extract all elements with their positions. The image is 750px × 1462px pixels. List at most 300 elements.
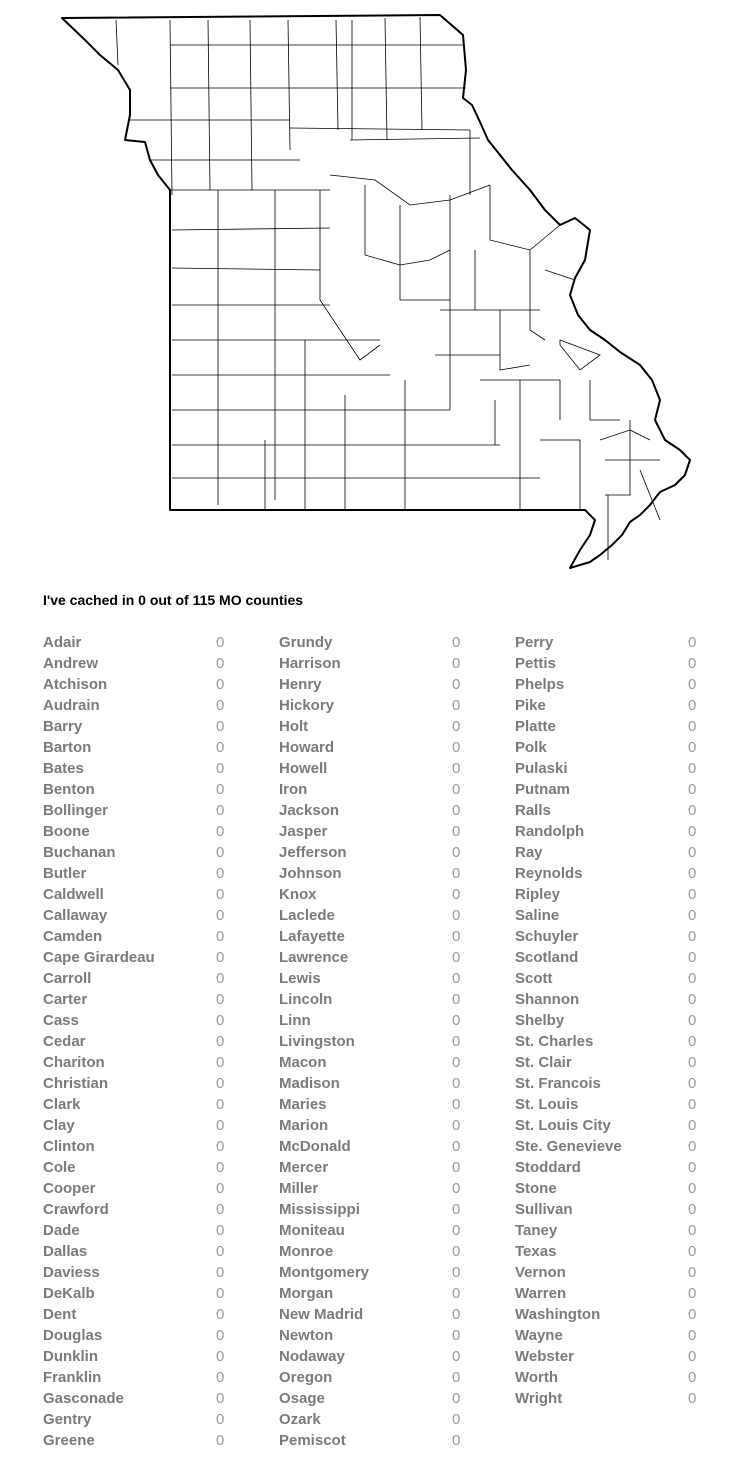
county-row	[515, 1220, 705, 1241]
county-name: Franklin	[43, 1369, 102, 1386]
county-count: 0	[216, 823, 225, 840]
county-count: 0	[216, 1285, 225, 1302]
county-count: 0	[452, 781, 461, 798]
county-name: Reynolds	[515, 865, 583, 882]
county-count: 0	[216, 760, 225, 777]
county-count: 0	[452, 907, 461, 924]
county-count: 0	[452, 928, 461, 945]
county-count: 0	[216, 1432, 225, 1449]
county-name: Grundy	[279, 634, 333, 651]
county-row	[43, 1388, 233, 1409]
county-name: Ray	[515, 844, 543, 861]
county-name: Vernon	[515, 1264, 566, 1281]
county-name: Ripley	[515, 886, 561, 903]
county-count: 0	[452, 1369, 461, 1386]
county-row	[279, 821, 469, 842]
county-row	[279, 1220, 469, 1241]
county-count: 0	[688, 823, 697, 840]
county-count: 0	[688, 1033, 697, 1050]
county-name: Pettis	[515, 655, 556, 672]
county-row	[279, 989, 469, 1010]
county-count: 0	[688, 886, 697, 903]
county-count: 0	[688, 907, 697, 924]
county-count: 0	[216, 1306, 225, 1323]
county-count: 0	[216, 1201, 225, 1218]
county-row	[279, 632, 469, 653]
county-name: Oregon	[279, 1369, 333, 1386]
county-name: Monroe	[279, 1243, 334, 1260]
county-row	[279, 1241, 469, 1262]
county-row	[515, 821, 705, 842]
county-row	[515, 1325, 705, 1346]
county-name: Andrew	[43, 655, 99, 672]
county-count: 0	[452, 1348, 461, 1365]
county-row	[515, 1241, 705, 1262]
county-row	[515, 1304, 705, 1325]
county-row	[515, 1052, 705, 1073]
county-row	[515, 989, 705, 1010]
county-row	[43, 1031, 233, 1052]
county-name: Buchanan	[43, 844, 116, 861]
county-row	[515, 800, 705, 821]
county-name: Miller	[279, 1180, 319, 1197]
county-count: 0	[688, 1348, 697, 1365]
county-row	[279, 1010, 469, 1031]
county-row	[43, 800, 233, 821]
county-name: Mississippi	[279, 1201, 360, 1218]
county-count: 0	[452, 718, 461, 735]
county-name: Knox	[279, 886, 317, 903]
county-name: Clark	[43, 1096, 81, 1113]
county-row	[515, 674, 705, 695]
county-count: 0	[452, 676, 461, 693]
county-row	[279, 1388, 469, 1409]
county-row	[515, 1010, 705, 1031]
county-count: 0	[688, 718, 697, 735]
county-count: 0	[688, 949, 697, 966]
county-count: 0	[216, 949, 225, 966]
county-count: 0	[216, 1369, 225, 1386]
county-count: 0	[216, 1411, 225, 1428]
county-count: 0	[216, 676, 225, 693]
county-name: Taney	[515, 1222, 558, 1239]
county-count: 0	[688, 1159, 697, 1176]
county-row	[279, 653, 469, 674]
county-count: 0	[688, 634, 697, 651]
county-name: Daviess	[43, 1264, 100, 1281]
county-count: 0	[688, 1306, 697, 1323]
county-count: 0	[452, 1264, 461, 1281]
county-count: 0	[452, 1243, 461, 1260]
county-count: 0	[452, 760, 461, 777]
county-count: 0	[452, 1138, 461, 1155]
county-name: Saline	[515, 907, 560, 924]
county-count: 0	[688, 865, 697, 882]
county-count: 0	[452, 1096, 461, 1113]
county-name: Hickory	[279, 697, 335, 714]
county-row	[279, 1430, 469, 1451]
cache-summary: I've cached in 0 out of 115 MO counties	[43, 592, 304, 608]
county-count: 0	[452, 802, 461, 819]
county-count: 0	[452, 1432, 461, 1449]
county-name: Macon	[279, 1054, 327, 1071]
county-name: Livingston	[279, 1033, 355, 1050]
county-row	[279, 1073, 469, 1094]
county-row	[43, 716, 233, 737]
county-row	[43, 905, 233, 926]
county-row	[43, 779, 233, 800]
county-row	[43, 1010, 233, 1031]
county-row	[515, 1031, 705, 1052]
county-name: Henry	[279, 676, 322, 693]
county-row	[515, 737, 705, 758]
county-name: Washington	[515, 1306, 601, 1323]
county-name: Montgomery	[279, 1264, 369, 1281]
county-count: 0	[216, 1159, 225, 1176]
county-name: Gasconade	[43, 1390, 124, 1407]
county-name: Boone	[43, 823, 90, 840]
county-row	[515, 926, 705, 947]
county-name: Morgan	[279, 1285, 334, 1302]
county-row	[279, 926, 469, 947]
county-count: 0	[452, 1306, 461, 1323]
county-row	[43, 1199, 233, 1220]
county-count: 0	[452, 1222, 461, 1239]
county-name: Carroll	[43, 970, 92, 987]
county-row	[515, 884, 705, 905]
county-name: Butler	[43, 865, 87, 882]
county-name: Lafayette	[279, 928, 345, 945]
county-row	[43, 1430, 233, 1451]
county-name: Dade	[43, 1222, 80, 1239]
county-name: Barry	[43, 718, 83, 735]
county-name: Bollinger	[43, 802, 109, 819]
county-count: 0	[452, 970, 461, 987]
county-name: Polk	[515, 739, 547, 756]
county-name: Adair	[43, 634, 82, 651]
county-name: Putnam	[515, 781, 571, 798]
county-name: St. Charles	[515, 1033, 594, 1050]
county-name: Chariton	[43, 1054, 105, 1071]
county-name: Lewis	[279, 970, 321, 987]
county-count: 0	[216, 865, 225, 882]
county-row	[279, 1409, 469, 1430]
county-name: Holt	[279, 718, 309, 735]
county-row	[43, 821, 233, 842]
county-row	[279, 1031, 469, 1052]
county-row	[279, 863, 469, 884]
county-count: 0	[452, 1075, 461, 1092]
county-name: Callaway	[43, 907, 108, 924]
county-count: 0	[216, 739, 225, 756]
county-count: 0	[216, 1243, 225, 1260]
county-name: Texas	[515, 1243, 557, 1260]
county-name: Webster	[515, 1348, 574, 1365]
county-row	[279, 695, 469, 716]
county-name: Worth	[515, 1369, 559, 1386]
county-row	[279, 968, 469, 989]
county-name: Barton	[43, 739, 92, 756]
county-row	[43, 1325, 233, 1346]
county-row	[279, 1178, 469, 1199]
county-name: Johnson	[279, 865, 342, 882]
county-count: 0	[216, 1096, 225, 1113]
county-row	[279, 1283, 469, 1304]
county-name: Ozark	[279, 1411, 321, 1428]
county-count: 0	[452, 1390, 461, 1407]
county-row	[43, 842, 233, 863]
county-name: Cole	[43, 1159, 76, 1176]
county-name: Clinton	[43, 1138, 95, 1155]
county-row	[515, 1115, 705, 1136]
county-name: Randolph	[515, 823, 585, 840]
county-row	[279, 884, 469, 905]
county-row	[515, 1199, 705, 1220]
county-name: Cedar	[43, 1033, 86, 1050]
county-row	[515, 1157, 705, 1178]
county-name: Greene	[43, 1432, 95, 1449]
county-count: 0	[452, 697, 461, 714]
county-count: 0	[452, 886, 461, 903]
county-name: Carter	[43, 991, 88, 1008]
county-name: Nodaway	[279, 1348, 345, 1365]
county-count: 0	[452, 823, 461, 840]
county-row	[43, 1304, 233, 1325]
county-name: St. Louis City	[515, 1117, 611, 1134]
county-count: 0	[216, 1075, 225, 1092]
county-count: 0	[452, 1411, 461, 1428]
county-row	[279, 947, 469, 968]
county-row	[279, 1367, 469, 1388]
county-count: 0	[452, 1012, 461, 1029]
county-name: Lawrence	[279, 949, 349, 966]
county-row	[279, 1325, 469, 1346]
county-name: Dunklin	[43, 1348, 98, 1365]
county-name: Crawford	[43, 1201, 109, 1218]
county-name: Marion	[279, 1117, 329, 1134]
county-count: 0	[452, 1054, 461, 1071]
county-row	[515, 1262, 705, 1283]
county-row	[43, 1094, 233, 1115]
county-name: Stoddard	[515, 1159, 581, 1176]
county-row	[43, 989, 233, 1010]
county-row	[515, 716, 705, 737]
county-count: 0	[688, 1117, 697, 1134]
county-count: 0	[216, 1054, 225, 1071]
county-count: 0	[688, 1201, 697, 1218]
county-name: Atchison	[43, 676, 108, 693]
county-row	[515, 695, 705, 716]
county-row	[279, 716, 469, 737]
county-count: 0	[216, 1138, 225, 1155]
county-count: 0	[452, 844, 461, 861]
county-row	[43, 947, 233, 968]
county-count: 0	[688, 676, 697, 693]
county-count: 0	[216, 928, 225, 945]
county-row	[515, 1136, 705, 1157]
county-count: 0	[452, 739, 461, 756]
county-row	[515, 779, 705, 800]
county-row	[515, 1283, 705, 1304]
county-row	[279, 1052, 469, 1073]
county-row	[43, 1409, 233, 1430]
county-row	[279, 1304, 469, 1325]
county-count: 0	[452, 655, 461, 672]
county-row	[279, 674, 469, 695]
county-count: 0	[688, 1243, 697, 1260]
county-count: 0	[216, 991, 225, 1008]
county-count: 0	[216, 886, 225, 903]
county-name: Ralls	[515, 802, 551, 819]
county-name: Pulaski	[515, 760, 568, 777]
county-count: 0	[688, 970, 697, 987]
county-row	[43, 674, 233, 695]
county-name: Pike	[515, 697, 546, 714]
county-name: Schuyler	[515, 928, 579, 945]
county-row	[515, 947, 705, 968]
county-count: 0	[216, 781, 225, 798]
county-count: 0	[688, 991, 697, 1008]
county-row	[43, 1283, 233, 1304]
county-count: 0	[688, 1138, 697, 1155]
county-name: Cape Girardeau	[43, 949, 155, 966]
county-name: Laclede	[279, 907, 335, 924]
county-name: Harrison	[279, 655, 341, 672]
county-count: 0	[688, 1075, 697, 1092]
county-count: 0	[452, 1159, 461, 1176]
county-row	[515, 758, 705, 779]
county-row	[515, 863, 705, 884]
county-column-3	[515, 632, 705, 1409]
county-count: 0	[216, 1327, 225, 1344]
county-row	[515, 632, 705, 653]
county-row	[43, 1115, 233, 1136]
county-row	[279, 905, 469, 926]
county-count: 0	[452, 1285, 461, 1302]
county-count: 0	[216, 970, 225, 987]
county-row	[279, 1094, 469, 1115]
county-name: Wayne	[515, 1327, 563, 1344]
county-name: McDonald	[279, 1138, 351, 1155]
county-count: 0	[216, 1033, 225, 1050]
county-count: 0	[216, 844, 225, 861]
county-row	[43, 1052, 233, 1073]
county-count: 0	[688, 1264, 697, 1281]
county-column-1	[43, 632, 233, 1451]
county-name: Howell	[279, 760, 328, 777]
county-name: Newton	[279, 1327, 334, 1344]
county-name: Mercer	[279, 1159, 329, 1176]
county-name: Sullivan	[515, 1201, 573, 1218]
county-count: 0	[688, 1054, 697, 1071]
county-count: 0	[216, 697, 225, 714]
county-row	[43, 884, 233, 905]
county-count: 0	[688, 1012, 697, 1029]
county-name: Caldwell	[43, 886, 104, 903]
county-count: 0	[216, 655, 225, 672]
county-row	[43, 1346, 233, 1367]
county-name: Benton	[43, 781, 95, 798]
county-count: 0	[452, 1327, 461, 1344]
state-outline	[62, 15, 690, 568]
county-count: 0	[688, 928, 697, 945]
county-count: 0	[452, 1117, 461, 1134]
county-count: 0	[452, 634, 461, 651]
county-name: Cass	[43, 1012, 79, 1029]
missouri-county-map	[0, 0, 750, 580]
county-name: Dallas	[43, 1243, 88, 1260]
county-row	[279, 1262, 469, 1283]
county-name: Howard	[279, 739, 335, 756]
county-name: Douglas	[43, 1327, 103, 1344]
county-count: 0	[216, 1117, 225, 1134]
county-row	[515, 1367, 705, 1388]
county-name: Scott	[515, 970, 553, 987]
county-name: New Madrid	[279, 1306, 364, 1323]
county-row	[279, 779, 469, 800]
county-name: Pemiscot	[279, 1432, 346, 1449]
county-row	[43, 737, 233, 758]
county-row	[43, 926, 233, 947]
county-row	[515, 1388, 705, 1409]
county-name: Warren	[515, 1285, 567, 1302]
county-name: Shelby	[515, 1012, 565, 1029]
county-count: 0	[688, 760, 697, 777]
county-row	[43, 758, 233, 779]
county-name: Bates	[43, 760, 84, 777]
county-row	[43, 1262, 233, 1283]
county-count: 0	[688, 1096, 697, 1113]
county-name: Perry	[515, 634, 554, 651]
county-name: Stone	[515, 1180, 557, 1197]
county-count: 0	[688, 739, 697, 756]
county-row	[515, 905, 705, 926]
county-row	[515, 1178, 705, 1199]
county-count: 0	[452, 991, 461, 1008]
county-row	[43, 1178, 233, 1199]
county-name: Wright	[515, 1390, 563, 1407]
county-name: Scotland	[515, 949, 579, 966]
county-name: Iron	[279, 781, 308, 798]
county-count: 0	[452, 1033, 461, 1050]
county-name: Gentry	[43, 1411, 92, 1428]
county-row	[43, 1157, 233, 1178]
county-name: Christian	[43, 1075, 109, 1092]
county-count: 0	[216, 1390, 225, 1407]
county-column-2	[279, 632, 469, 1451]
county-row	[43, 863, 233, 884]
county-name: St. Louis	[515, 1096, 579, 1113]
county-name: Platte	[515, 718, 556, 735]
county-row	[515, 968, 705, 989]
county-count: 0	[216, 907, 225, 924]
county-row	[279, 1136, 469, 1157]
county-count: 0	[688, 1369, 697, 1386]
county-name: Lincoln	[279, 991, 333, 1008]
county-name: Jasper	[279, 823, 328, 840]
county-count: 0	[688, 1222, 697, 1239]
county-row	[43, 653, 233, 674]
county-row	[279, 758, 469, 779]
county-name: Shannon	[515, 991, 580, 1008]
county-count: 0	[452, 1180, 461, 1197]
county-count: 0	[688, 697, 697, 714]
county-name: Dent	[43, 1306, 77, 1323]
county-name: Phelps	[515, 676, 565, 693]
county-count: 0	[216, 1348, 225, 1365]
county-row	[515, 1094, 705, 1115]
county-row	[43, 968, 233, 989]
